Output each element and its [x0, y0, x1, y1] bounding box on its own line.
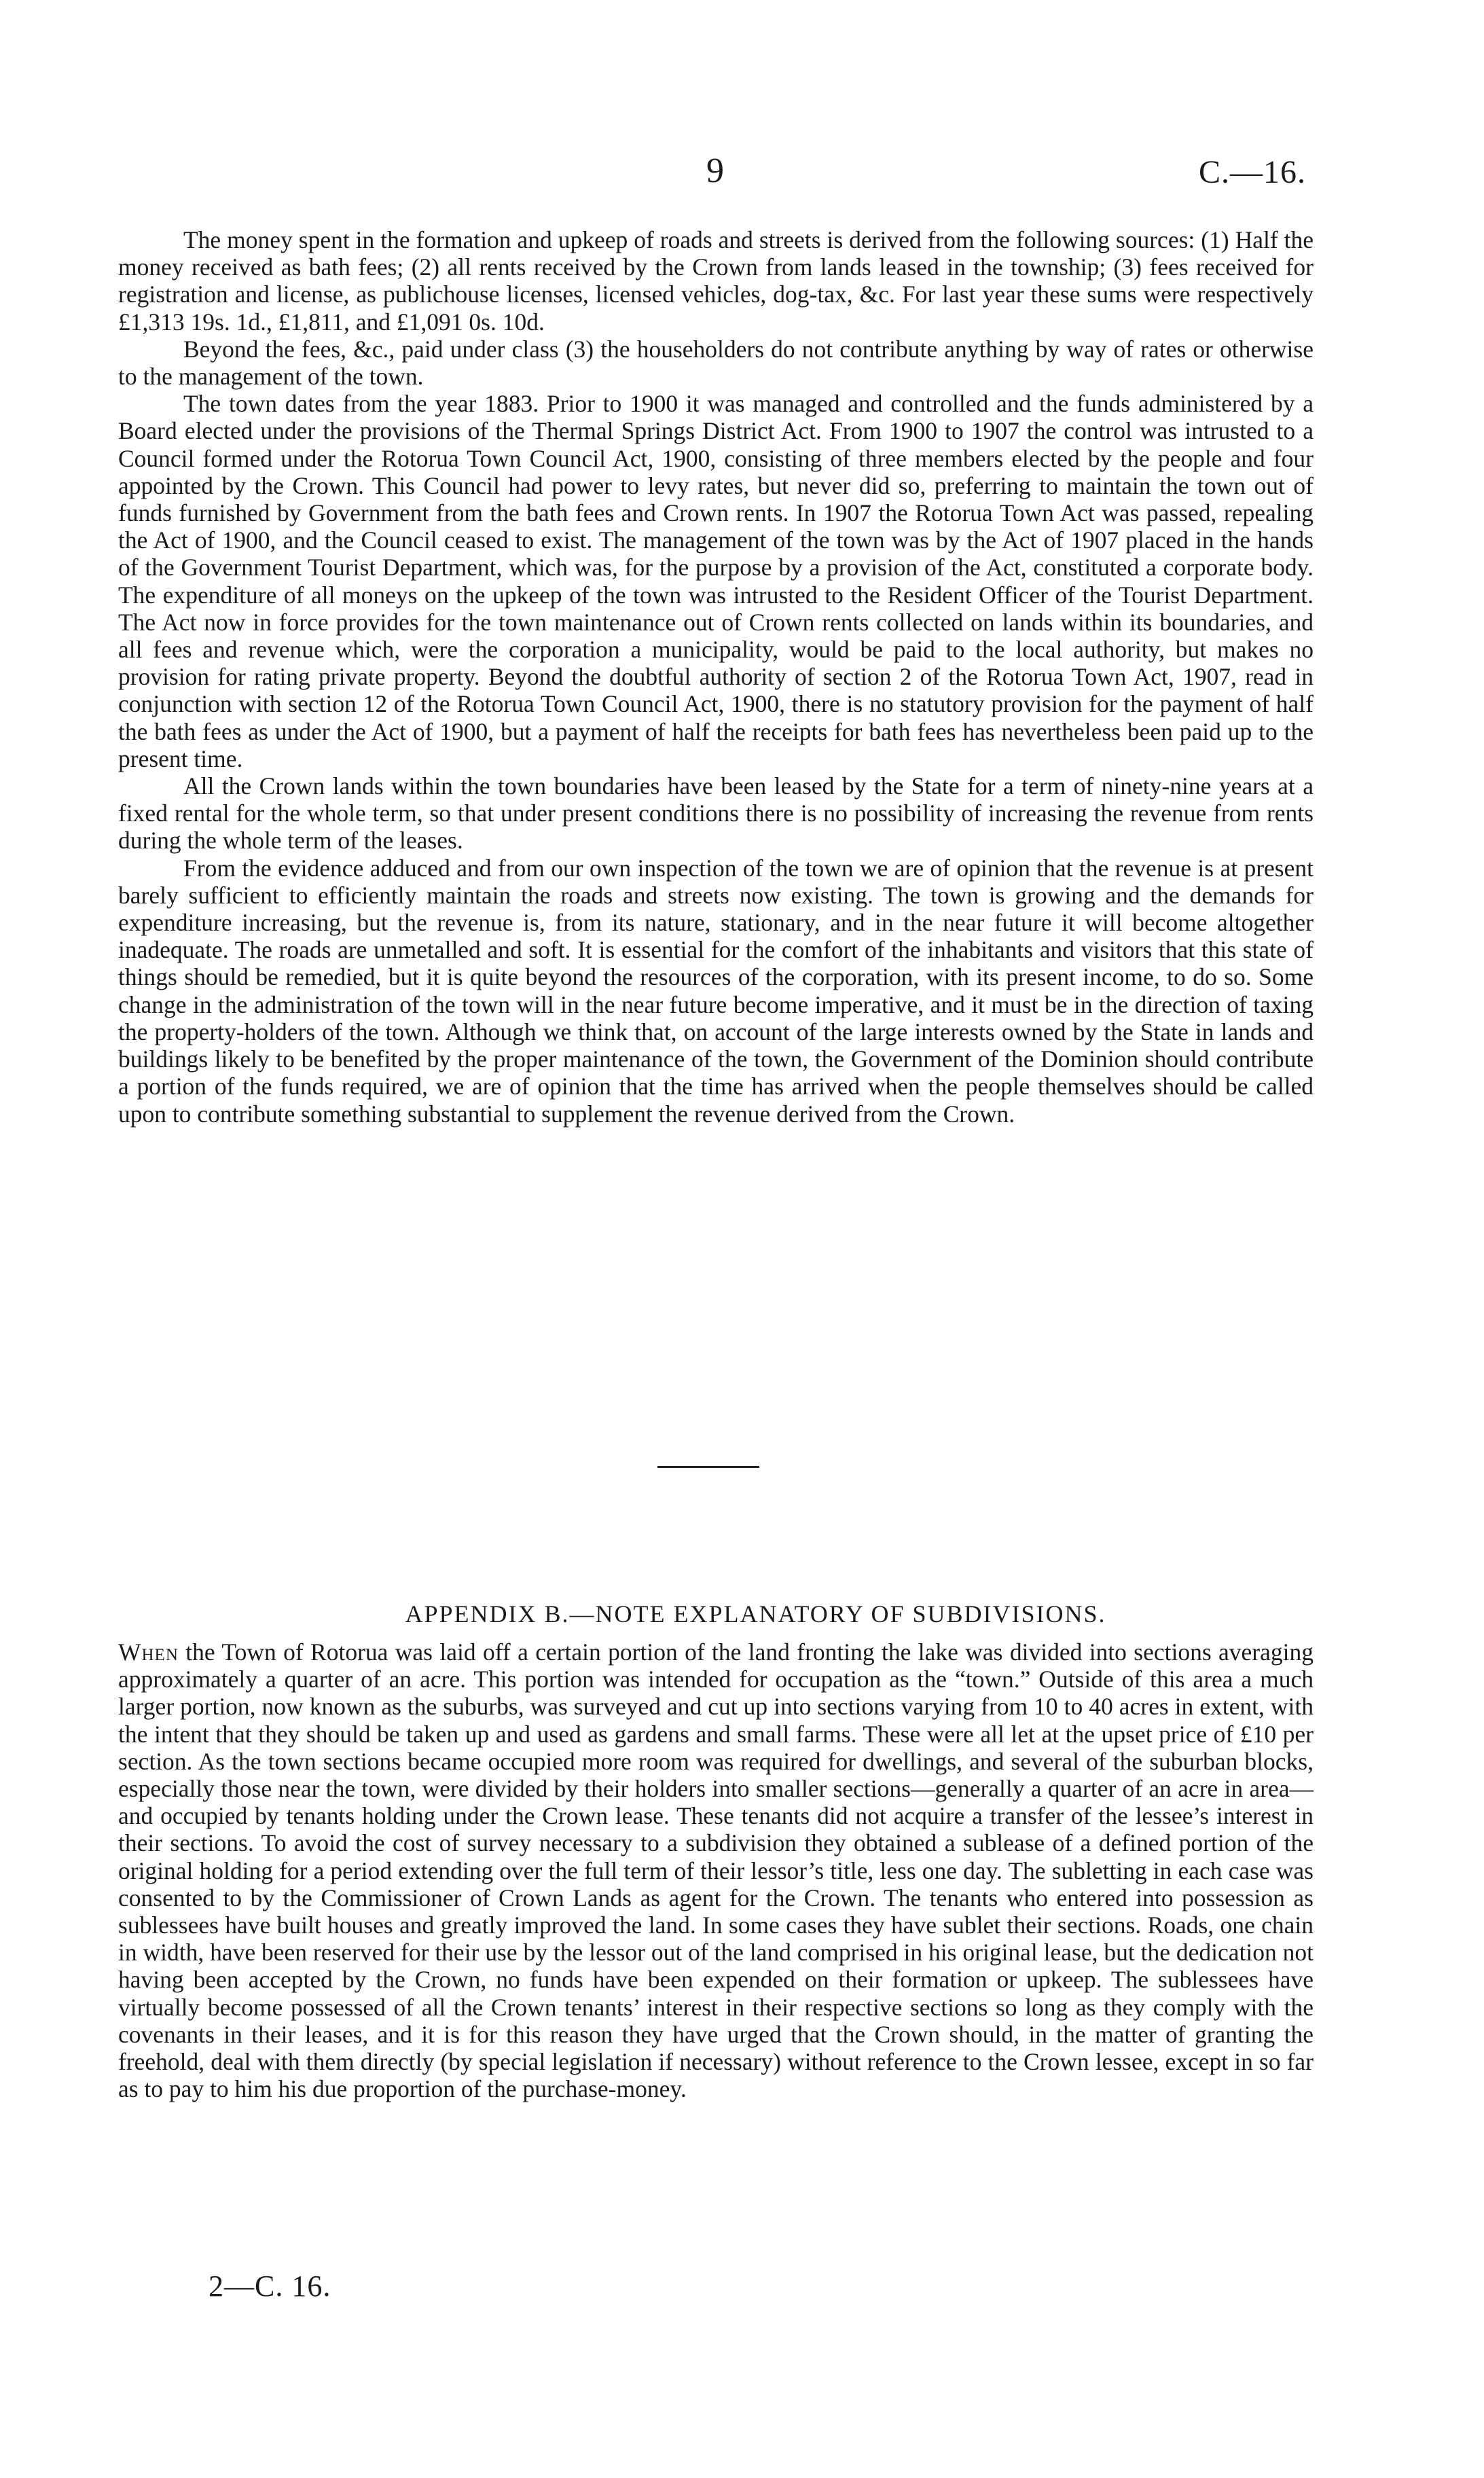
appendix-lead-word: When — [118, 1638, 179, 1666]
page-header — [0, 151, 1484, 198]
appendix-heading-label: APPENDIX B.—NOTE EXPLANATORY OF SUBDIVISIONS. — [405, 1600, 1106, 1628]
paragraph-crown-lands: All the Crown lands within the town boundaries have been leased by the State for a term of ninety-nine years at a fixed rental for the whole term, so that under present conditions there is no possibility of increasing the revenue from rents during the whole term of the leases. — [118, 772, 1314, 855]
appendix-heading — [0, 1600, 1484, 1628]
paragraph-opinion: From the evidence adduced and from our own inspection of the town we are of opinion that the revenue is at present barely sufficient to efficiently maintain the roads and streets now existing. The town is growing and the demands for expenditure increasing, but the revenue is, from its nature, stationary, and in the near future it will become altogether inadequate. The roads are unmetalled and soft. It is essential for the comfort of the inhabitants and visitors that this state of things should be remedied, but it is quite beyond the resources of the corporation, with its present income, to do so. Some change in the administration of the town will in the near future become imperative, and it must be in the direction of taxing the property-holders of the town. Although we think that, on account of the large interests owned by the State in lands and buildings likely to be benefited by the proper maintenance of the town, the Government of the Dominion should contribute a portion of the funds required, we are of opinion that the time has arrived when the people themselves should be called upon to contribute something substantial to supplement the revenue derived from the Crown. — [118, 854, 1314, 1128]
paragraph-householders: Beyond the fees, &c., paid under class (3) the householders do not contribute anything by way of rates or otherwise to the management of the town. — [118, 335, 1314, 391]
footer-reference: 2—C. 16. — [209, 2269, 331, 2303]
section-divider — [657, 1466, 759, 1468]
appendix-text — [118, 1638, 1314, 2102]
page-number: 9 — [706, 151, 724, 190]
paper-reference: C.—16. — [1199, 154, 1307, 190]
report-section-text — [118, 226, 1314, 1128]
appendix-paragraph-body: the Town of Rotorua was laid off a certain portion of the land fronting the lake was divided into sections averaging approximately a quarter of an acre. This portion was intended for occupation as the “town.” Outside of this area a much larger portion, now known as the suburbs, was surveyed and cut up into sections varying from 10 to 40 acres in extent, with the intent that they should be taken up and used as gardens and small farms. These were all let at the upset price of £10 per section. As the town sections became occupied more room was required for dwellings, and several of the suburban blocks, especially those near the town, were divided by their holders into smaller sections—generally a quarter of an acre in area—and occupied by tenants holding under the Crown lease. These tenants did not acquire a transfer of the lessee’s interest in their sections. To avoid the cost of survey necessary to a subdivision they obtained a sublease of a defined portion of the original holding for a period extending over the full term of their lessor’s title, less one day. The subletting in each case was consented to by the Commissioner of Crown Lands as agent for the Crown. The tenants who entered into possession as sublessees have built houses and greatly improved the land. In some cases they have sublet their sections. Roads, one chain in width, have been reserved for their use by the lessor out of the land comprised in his original lease, but the dedication not having been accepted by the Crown, no funds have been expended on their formation or upkeep. The sublessees have virtually become possessed of all the Crown tenants’ interest in their respective sections so long as they comply with the covenants in their leases, and it is for this reason they have urged that the Crown should, in the matter of granting the freehold, deal with them directly (by special legislation if necessary) without reference to the Crown lessee, except in so far as to pay to him his due proportion of the purchase-money. — [118, 1638, 1314, 2103]
paragraph-town-history: The town dates from the year 1883. Prior to 1900 it was managed and controlled and the funds administered by a Board elected under the provisions of the Thermal Springs District Act. From 1900 to 1907 the control was intrusted to a Council formed under the Rotorua Town Council Act, 1900, consisting of three members elected by the people and four appointed by the Crown. This Council had power to levy rates, but never did so, preferring to maintain the town out of funds furnished by Government from the bath fees and Crown rents. In 1907 the Rotorua Town Act was passed, repealing the Act of 1900, and the Council ceased to exist. The management of the town was by the Act of 1907 placed in the hands of the Government Tourist Department, which was, for the purpose by a provision of the Act, constituted a corporate body. The expenditure of all moneys on the upkeep of the town was intrusted to the Resident Officer of the Tourist Department. The Act now in force provides for the town maintenance out of Crown rents collected on lands within its boundaries, and all fees and revenue which, were the corporation a municipality, would be paid to the local authority, but makes no provision for rating private property. Beyond the doubtful authority of section 2 of the Rotorua Town Act, 1907, read in conjunction with section 12 of the Rotorua Town Council Act, 1900, there is no statutory provision for the payment of half the bath fees as under the Act of 1900, but a payment of half the receipts for bath fees has nevertheless been paid up to the present time. — [118, 390, 1314, 772]
paragraph-revenue-sources: The money spent in the formation and upkeep of roads and streets is derived from the following sources: (1) Half the money received as bath fees; (2) all rents received by the Crown from lands leased in the township; (3) fees received for registration and license, as publichouse licenses, licensed vehicles, dog-tax, &c. For last year these sums were respectively £1,313 19s. 1d., £1,811, and £1,091 0s. 10d. — [118, 226, 1314, 336]
appendix-paragraph — [118, 1638, 1314, 2102]
